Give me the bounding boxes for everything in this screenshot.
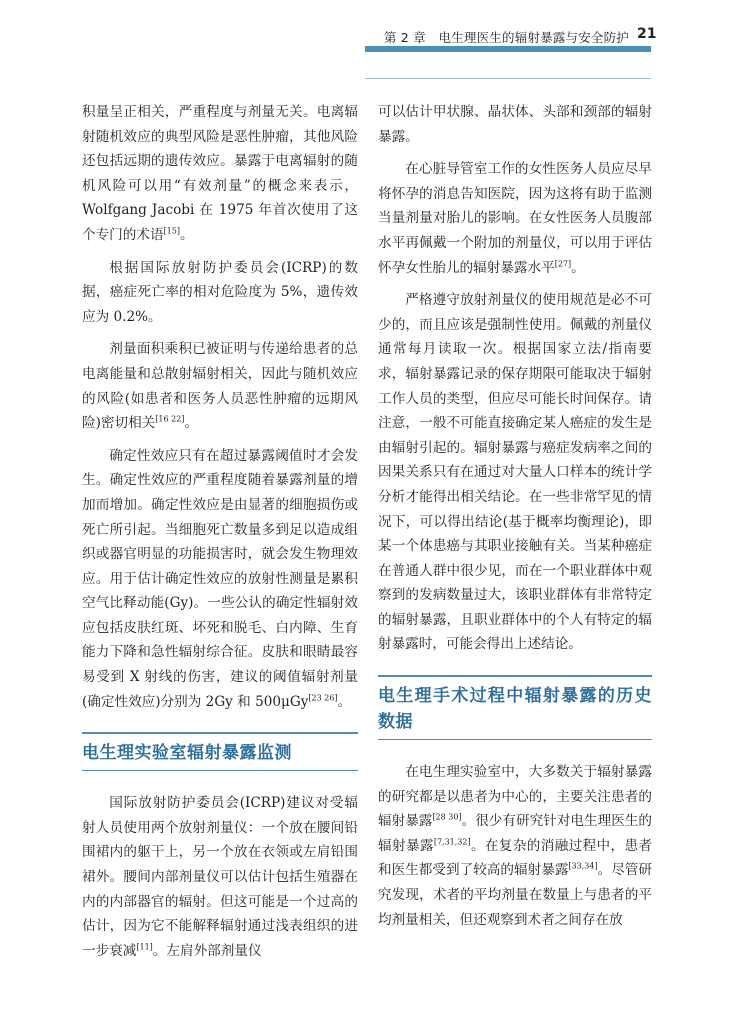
citation: [28 30] bbox=[432, 812, 462, 822]
paragraph: 剂量面积乘积已被证明与传递给患者的总电离能量和总散射辐射相关，因此与随机效应的风险(如患者和医务人员恶性肿瘤的远期风险)密切相关[16 22]。 bbox=[82, 341, 358, 432]
page-number: 21 bbox=[637, 26, 657, 42]
paragraph: 根据国际放射防护委员会(ICRP)的数据，癌症死亡率的相对危险度为 5%，遗传效应为 0.2%。 bbox=[82, 259, 358, 325]
paragraph: 确定性效应只有在超过暴露阈值时才会发生。确定性效应的严重程度随着暴露剂量的增加而增加。确定性效应是由显著的细胞损伤或死亡所引起。当细胞死亡数量多到足以造成组织或器官明显的功能损害时，就会发生物理效应。用于估计确定性效应的放射性测量是累积空气比释动能(Gy)。一些公认的确定性辐射效应包括皮肤红斑、坏死和脱毛、白内障、生育能力下降和急性辐射综合征。皮肤和眼睛最容易受到 X 射线的伤害，建议的阈值辐射剂量(确定性效应)分别为 2Gy 和 500μGy[23 26]。 bbox=[82, 447, 358, 710]
citation: [7,31,32] bbox=[433, 837, 471, 847]
section-rule-bottom bbox=[378, 739, 652, 740]
section-rule-top bbox=[82, 732, 358, 734]
section-title: 电生理实验室辐射暴露监测 bbox=[82, 743, 292, 764]
citation: [27] bbox=[554, 259, 572, 269]
paragraph: 国际放射防护委员会(ICRP)建议对受辐射人员使用两个放射剂量仪：一个放在腰间铅围裙内的躯干上，另一个放在衣领或左肩铅围裙外。腰间内部剂量仪可以估计包括生殖器在内的内部器官的辐射。但这可能是一个过高的估计，因为它不能解释辐射通过浅表组织的进一步衰减[11]。左肩外部剂量仪 bbox=[82, 795, 358, 959]
chapter-title: 第 2 章 电生理医生的辐射暴露与安全防护 bbox=[383, 30, 629, 45]
citation: [16 22] bbox=[155, 414, 185, 424]
right-column bbox=[378, 100, 652, 932]
section-rule-top bbox=[378, 675, 652, 677]
header-rule bbox=[365, 78, 651, 79]
page-header bbox=[0, 0, 730, 56]
citation: [23 26] bbox=[308, 693, 338, 703]
left-column bbox=[82, 100, 358, 963]
paragraph: 在心脏导管室工作的女性医务人员应尽早将怀孕的消息告知医院，因为这将有助于监测当量剂量对胎儿的影响。在女性医务人员腹部水平再佩戴一个附加的剂量仪，可以用于评估怀孕女性胎儿的辐射暴露水平[27]。 bbox=[378, 161, 652, 276]
section-rule-bottom bbox=[82, 770, 358, 771]
citation: [15] bbox=[163, 226, 180, 236]
citation: [11] bbox=[136, 942, 153, 952]
header-bar bbox=[365, 46, 651, 52]
section-heading bbox=[82, 732, 358, 777]
section-title: 电生理手术过程中辐射暴露的历史数据 bbox=[378, 686, 652, 733]
paragraph: 积量呈正相关，严重程度与剂量无关。电离辐射随机效应的典型风险是恶性肿瘤，其他风险还包括远期的遗传效应。暴露于电离辐射的随机风险可以用“有效剂量”的概念来表示，Wolfgang Jacobi 在 1975 年首次使用了这个专门的术语[15]。 bbox=[82, 104, 358, 243]
paragraph: 严格遵守放射剂量仪的使用规范是必不可少的，而且应该是强制性使用。佩戴的剂量仪通常每月读取一次。根据国家立法/指南要求，辐射暴露记录的保存期限可能取决于辐射工作人员的类型，但应尽可能长时间保存。请注意，一般不可能直接确定某人癌症的发生是由辐射引起的。辐射暴露与癌症发病率之间的因果关系只有在通过对大量人口样本的统计学分析才能得出相关结论。在一些非常罕见的情况下，可以得出结论(基于概率均衡理论)，即某一个体患癌与其职业接触有关。当某种癌症在普通人群中很少见，而在一个职业群体中观察到的发病数量过大，该职业群体有非常特定的辐射暴露，且职业群体中的个人有特定的辐射暴露时，可能会得出上述结论。 bbox=[378, 292, 652, 653]
paragraph: 可以估计甲状腺、晶状体、头部和颈部的辐射暴露。 bbox=[378, 104, 652, 145]
section-heading bbox=[378, 675, 652, 746]
paragraph: 在电生理实验室中，大多数关于辐射暴露的研究都是以患者为中心的，主要关注患者的辐射暴露[28 30]。很少有研究针对电生理医生的辐射暴露[7,31,32]。在复杂的消融过程中，患者和医生都受到了较高的辐射暴露[33,34]。尽管研究发现，术者的平均剂量在数量上与患者的平均剂量相关，但还观察到术者之间存在放 bbox=[378, 764, 653, 928]
citation: [33,34] bbox=[568, 861, 598, 871]
